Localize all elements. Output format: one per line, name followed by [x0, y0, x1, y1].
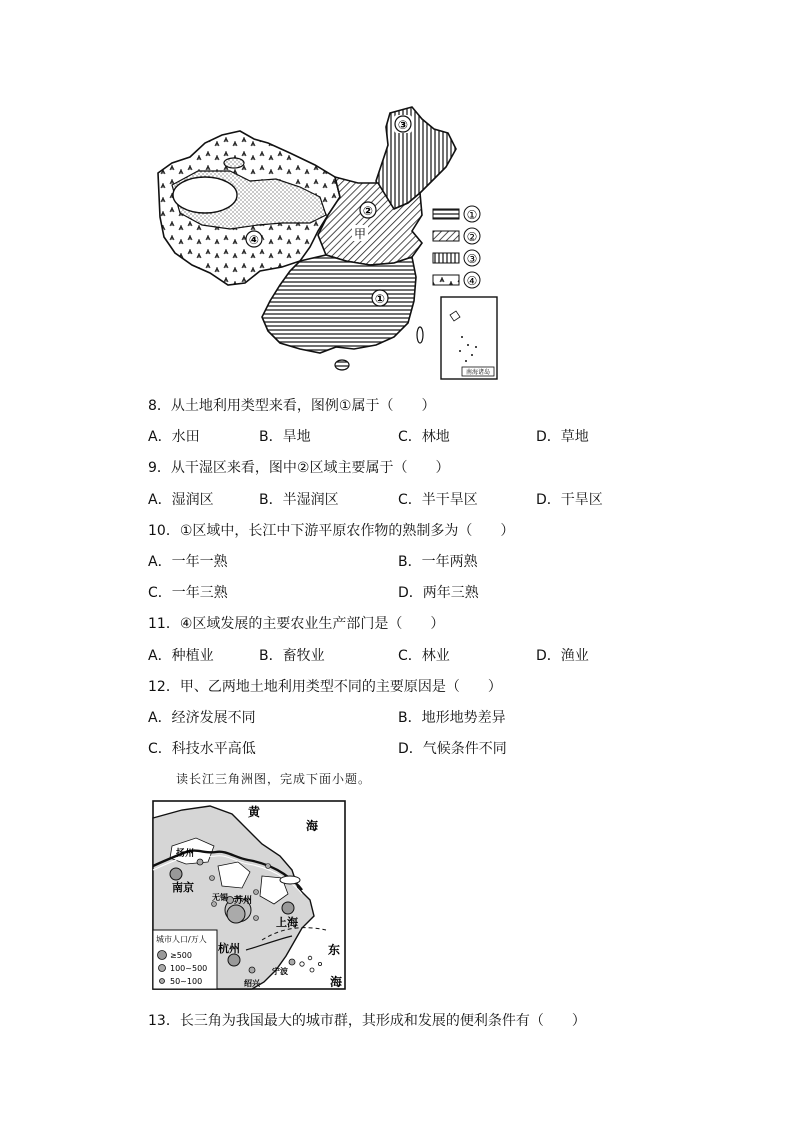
taiwan-island	[417, 327, 423, 343]
sea-label-dong: 东	[328, 943, 341, 957]
svg-text:杭州: 杭州	[218, 942, 240, 955]
question-13-stem: 13．长三角为我国最大的城市群，其形成和发展的便利条件有（ ）	[148, 1013, 586, 1029]
map1-legend	[433, 206, 480, 288]
region-label-2	[360, 202, 376, 218]
q12-option-a[interactable]: A．经济发展不同	[148, 710, 256, 726]
svg-text:100~500: 100~500	[170, 964, 208, 973]
tarim-basin-outline	[173, 177, 237, 213]
svg-text:苏州: 苏州	[234, 896, 253, 906]
svg-text:甲: 甲	[353, 227, 367, 241]
q11-option-c[interactable]: C．林业	[398, 648, 450, 664]
svg-text:≥500: ≥500	[170, 951, 192, 960]
svg-text:③: ③	[397, 118, 409, 132]
map2-legend	[153, 930, 217, 989]
q9-option-a[interactable]: A．湿润区	[148, 492, 214, 508]
svg-text:无锡: 无锡	[212, 893, 228, 902]
paddy-region	[262, 255, 416, 353]
q11-option-a[interactable]: A．种植业	[148, 648, 214, 664]
svg-text:南海诸岛: 南海诸岛	[465, 369, 491, 376]
q9-option-b[interactable]: B．半湿润区	[259, 492, 339, 508]
q10-option-c[interactable]: C．一年三熟	[148, 585, 228, 601]
q10-option-d[interactable]: D．两年三熟	[398, 585, 479, 601]
question-9-stem: 9．从干湿区来看，图中②区域主要属于（ ）	[148, 460, 450, 476]
svg-text:②: ②	[466, 230, 478, 244]
region-label-3	[395, 116, 411, 132]
question-8-stem: 8．从土地利用类型来看，图例①属于（ ）	[148, 398, 436, 414]
svg-text:绍兴: 绍兴	[244, 979, 260, 988]
map2-intro-text: 读长江三角洲图，完成下面小题。	[176, 772, 372, 786]
q9-option-c[interactable]: C．半干旱区	[398, 492, 478, 508]
question-11-stem: 11．④区域发展的主要农业生产部门是（ ）	[148, 616, 445, 632]
hainan-island	[335, 360, 349, 370]
q8-option-d[interactable]: D．草地	[536, 429, 589, 445]
china-land-use-map	[150, 105, 520, 385]
region-label-4	[246, 231, 262, 247]
svg-text:上海: 上海	[276, 916, 298, 929]
sea-label-hai-bottom: 海	[330, 975, 343, 989]
q11-option-d[interactable]: D．渔业	[536, 648, 589, 664]
svg-text:④: ④	[248, 233, 260, 247]
region-label-jia	[352, 225, 368, 241]
q8-option-c[interactable]: C．林地	[398, 429, 450, 445]
svg-text:城市人口/万人: 城市人口/万人	[156, 935, 207, 944]
q8-option-a[interactable]: A．水田	[148, 429, 200, 445]
q8-option-b[interactable]: B．旱地	[259, 429, 311, 445]
q12-option-c[interactable]: C．科技水平高低	[148, 741, 256, 757]
q12-option-b[interactable]: B．地形地势差异	[398, 710, 506, 726]
svg-text:扬州: 扬州	[176, 849, 195, 859]
svg-text:②: ②	[362, 204, 374, 218]
sea-label-hai-top: 海	[306, 819, 319, 833]
question-12-stem: 12．甲、乙两地土地利用类型不同的主要原因是（ ）	[148, 679, 502, 695]
region-label-1	[372, 290, 388, 306]
question-10-stem: 10．①区域中，长江中下游平原农作物的熟制多为（ ）	[148, 523, 515, 539]
svg-text:①: ①	[374, 292, 386, 306]
svg-text:南京: 南京	[172, 881, 194, 894]
q10-option-a[interactable]: A．一年一熟	[148, 554, 228, 570]
q11-option-b[interactable]: B．畜牧业	[259, 648, 325, 664]
yangtze-delta-map	[152, 800, 346, 990]
svg-text:宁波: 宁波	[272, 967, 288, 976]
svg-text:50~100: 50~100	[170, 977, 203, 986]
sea-label-huang: 黄	[248, 805, 261, 819]
svg-text:③: ③	[466, 252, 478, 266]
forest-region	[376, 107, 456, 209]
svg-text:④: ④	[466, 274, 478, 288]
q10-option-b[interactable]: B．一年两熟	[398, 554, 478, 570]
q9-option-d[interactable]: D．干旱区	[536, 492, 603, 508]
south-sea-inset	[441, 297, 497, 379]
q12-option-d[interactable]: D．气候条件不同	[398, 741, 507, 757]
svg-text:①: ①	[466, 208, 478, 222]
